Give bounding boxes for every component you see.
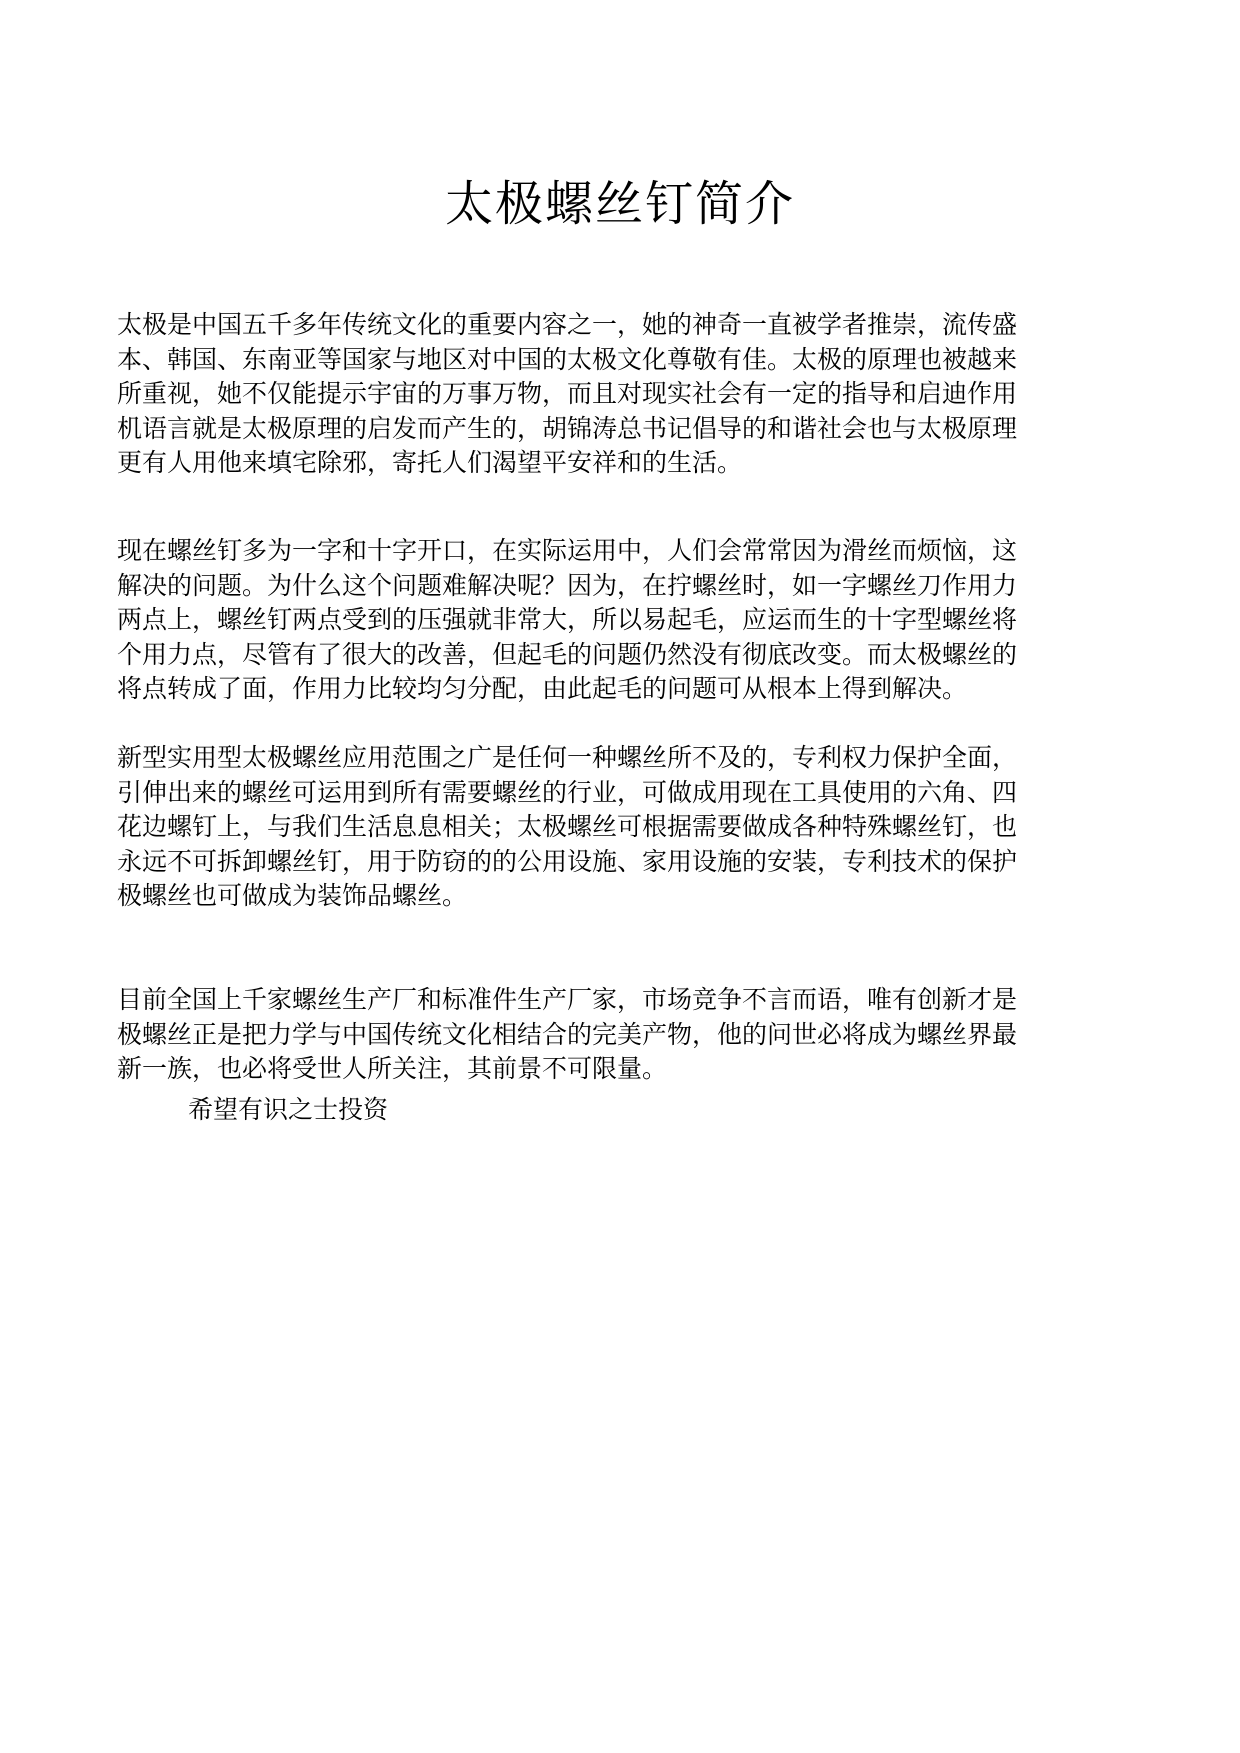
paragraph-line: 极螺丝也可做成为装饰品螺丝。 — [117, 881, 468, 910]
paragraph-applications — [117, 741, 1133, 914]
paragraph-line: 更有人用他来填宅除邪，寄托人们渴望平安祥和的生活。 — [117, 448, 743, 477]
paragraph-taiji-culture — [117, 308, 1133, 481]
paragraph-line: 所重视，她不仅能提示宇宙的万事万物，而且对现实社会有一定的指导和启迪作用 — [117, 379, 1018, 408]
paragraph-line: 永远不可拆卸螺丝钉，用于防窃的的公用设施、家用设施的安装，专利技术的保护 — [117, 846, 1018, 876]
paragraph-line: 两点上，螺丝钉两点受到的压强就非常大，所以易起毛，应运而生的十字型螺丝将 — [117, 605, 1018, 634]
paragraph-line: 目前全国上千家螺丝生产厂和标准件生产厂家，市场竞争不言而语，唯有创新才是 — [117, 985, 1018, 1014]
paragraph-screw-problem — [117, 534, 1133, 707]
paragraph-line: 个用力点，尽管有了很大的改善，但起毛的问题仍然没有彻底改变。而太极螺丝的 — [117, 639, 1018, 669]
paragraph-line: 新一族，也必将受世人所关注，其前景不可限量。 — [117, 1054, 668, 1083]
paragraph-line: 将点转成了面，作用力比较均匀分配，由此起毛的问题可从根本上得到解决。 — [117, 674, 968, 703]
page-title: 太极螺丝钉简介 — [444, 176, 795, 232]
closing-line: 希望有识之士投资 — [188, 1095, 389, 1124]
paragraph-line: 太极是中国五千多年传统文化的重要内容之一，她的神奇一直被学者推崇，流传盛 — [117, 310, 1018, 339]
paragraph-line: 花边螺钉上，与我们生活息息相关；太极螺丝可根据需要做成各种特殊螺丝钉，也 — [117, 812, 1018, 841]
paragraph-line: 机语言就是太极原理的启发而产生的，胡锦涛总书记倡导的和谐社会也与太极原理 — [117, 413, 1018, 443]
paragraph-line: 新型实用型太极螺丝应用范围之广是任何一种螺丝所不及的，专利权力保护全面， — [117, 743, 1018, 772]
paragraph-line: 解决的问题。为什么这个问题难解决呢？因为，在拧螺丝时，如一字螺丝刀作用力 — [117, 570, 1018, 600]
paragraph-line: 本、韩国、东南亚等国家与地区对中国的太极文化尊敬有佳。太极的原理也被越来 — [117, 344, 1018, 374]
paragraph-line: 引伸出来的螺丝可运用到所有需要螺丝的行业，可做成用现在工具使用的六角、四 — [117, 777, 1018, 807]
paragraph-market — [117, 983, 1133, 1087]
paragraph-line: 现在螺丝钉多为一字和十字开口，在实际运用中，人们会常常因为滑丝而烦恼，这 — [117, 536, 1018, 565]
paragraph-line: 极螺丝正是把力学与中国传统文化相结合的完美产物，他的问世必将成为螺丝界最 — [117, 1019, 1018, 1049]
